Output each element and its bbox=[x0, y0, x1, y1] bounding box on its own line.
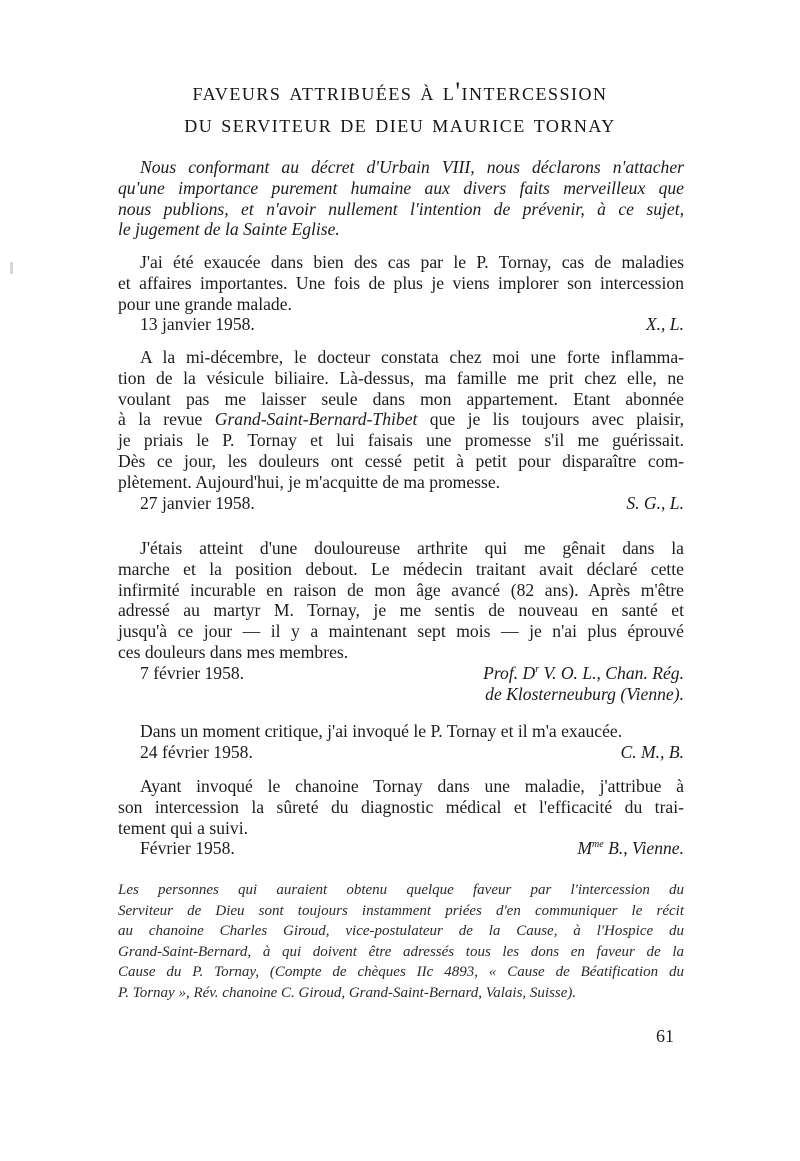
intro-line: nous publions, et n'avoir nullement l'intention de prévenir, à ce sujet, bbox=[118, 198, 684, 219]
testimony-2 bbox=[118, 347, 684, 513]
title-line-1: faveurs attribuées à l'intercession bbox=[192, 77, 608, 106]
testimony-1 bbox=[118, 252, 684, 335]
revue-intro: à la revue bbox=[118, 409, 215, 430]
testimony-signature: C. M., B. bbox=[620, 741, 684, 762]
testimony-line: voulant pas me laisser seule dans mon appartement. Etant abonnée bbox=[118, 388, 684, 409]
testimony-signature: S. G., L. bbox=[626, 492, 684, 513]
testimony-line: Ayant invoqué le chanoine Tornay dans une maladie, j'attribue à bbox=[140, 776, 684, 796]
testimony-line: J'étais atteint d'une douloureuse arthrite qui me gênait dans la bbox=[140, 538, 684, 558]
testimony-line: infirmité incurable en raison de mon âge avancé (82 ans). Après m'être bbox=[118, 579, 684, 600]
testimony-date: 27 janvier 1958. bbox=[140, 492, 255, 513]
notice-line: Grand-Saint-Bernard, à qui doivent être adressés tous les dons en faveur de la bbox=[118, 943, 684, 960]
signature-part: V. O. L., Chan. Rég. bbox=[539, 662, 684, 683]
revue-title: Grand-Saint-Bernard-Thibet bbox=[214, 409, 418, 430]
testimony-line: marche et la position debout. Le médecin traitant avait déclaré cette bbox=[118, 558, 684, 579]
signature-part: Prof. D bbox=[483, 662, 536, 683]
testimony-line: et affaires importantes. Une fois de plus je viens implorer son intercession bbox=[118, 272, 684, 293]
notice-line: Les personnes qui auraient obtenu quelque faveur par l'intercession du bbox=[118, 882, 684, 898]
testimony-line: plètement. Aujourd'hui, je m'acquitte de ma promesse. bbox=[118, 471, 501, 492]
testimony-line: J'ai été exaucée dans bien des cas par le P. Tornay, cas de maladies bbox=[140, 252, 684, 272]
revue-after: que je lis toujours avec plaisir, bbox=[417, 409, 684, 430]
testimony-date: Février 1958. bbox=[140, 838, 235, 859]
title-line-2: du serviteur de dieu maurice tornay bbox=[184, 109, 616, 138]
testimony-line-revue bbox=[118, 409, 684, 430]
testimony-signature bbox=[577, 838, 684, 859]
testimony-signature bbox=[483, 663, 684, 684]
testimony-line: A la mi-décembre, le docteur constata chez moi une forte inflamma- bbox=[140, 347, 684, 367]
notice-line: P. Tornay », Rév. chanoine C. Giroud, Grand-Saint-Bernard, Valais, Suisse). bbox=[118, 984, 577, 1001]
testimony-line: pour une grande malade. bbox=[118, 293, 292, 314]
page-title bbox=[100, 76, 700, 140]
page-number: 61 bbox=[656, 1026, 674, 1046]
testimony-line: Dans un moment critique, j'ai invoqué le P. Tornay et il m'a exaucée. bbox=[140, 721, 623, 741]
testimony-5 bbox=[118, 776, 684, 859]
testimony-line: tion de la vésicule biliaire. Là-dessus, ma famille me prit chez elle, ne bbox=[118, 367, 684, 388]
testimony-signature: X., L. bbox=[645, 314, 684, 335]
testimony-line: tement qui a suivi. bbox=[118, 817, 248, 838]
notice-paragraph bbox=[118, 880, 684, 1004]
signature-sup: r bbox=[535, 663, 540, 675]
intro-line: Nous conformant au décret d'Urbain VIII, nous déclarons n'attacher bbox=[140, 157, 684, 177]
testimony-line: ces douleurs dans mes membres. bbox=[118, 641, 349, 662]
testimony-line: Dès ce jour, les douleurs ont cessé petit à petit pour disparaître com- bbox=[118, 450, 684, 471]
signature-sup: me bbox=[592, 839, 604, 851]
scan-mark bbox=[10, 262, 13, 274]
testimony-signature-line-2: de Klosterneuburg (Vienne). bbox=[485, 683, 684, 704]
testimony-line: adressé au martyr M. Tornay, je me sentis de nouveau en santé et bbox=[118, 600, 684, 621]
testimony-date: 7 février 1958. bbox=[140, 662, 245, 683]
notice-line: Cause du P. Tornay, (Compte de chèques IIc 4893, « Cause de Béatification du bbox=[118, 964, 684, 981]
signature-part: B., Vienne. bbox=[603, 838, 684, 859]
testimony-3 bbox=[118, 538, 684, 704]
testimony-line: jusqu'à ce jour — il y a maintenant sept mois — je n'ai plus éprouvé bbox=[118, 621, 684, 642]
testimony-4 bbox=[118, 721, 684, 763]
testimony-line: son intercession la sûreté du diagnostic médical et l'efficacité du trai- bbox=[118, 796, 684, 817]
testimony-date: 24 février 1958. bbox=[140, 741, 253, 762]
intro-line: le jugement de la Sainte Eglise. bbox=[118, 219, 340, 240]
testimony-date: 13 janvier 1958. bbox=[140, 314, 255, 335]
signature-part: M bbox=[577, 838, 593, 859]
notice-line: au chanoine Charles Giroud, vice-postulateur de la Cause, à l'Hospice du bbox=[118, 923, 684, 940]
notice-line: Serviteur de Dieu sont toujours instamment priées d'en communiquer le récit bbox=[118, 902, 684, 919]
intro-line: qu'une importance purement humaine aux divers faits merveilleux que bbox=[118, 177, 684, 198]
testimony-line: je priais le P. Tornay et lui faisais une promesse s'il me guérissait. bbox=[118, 430, 684, 451]
intro-paragraph bbox=[118, 157, 684, 240]
